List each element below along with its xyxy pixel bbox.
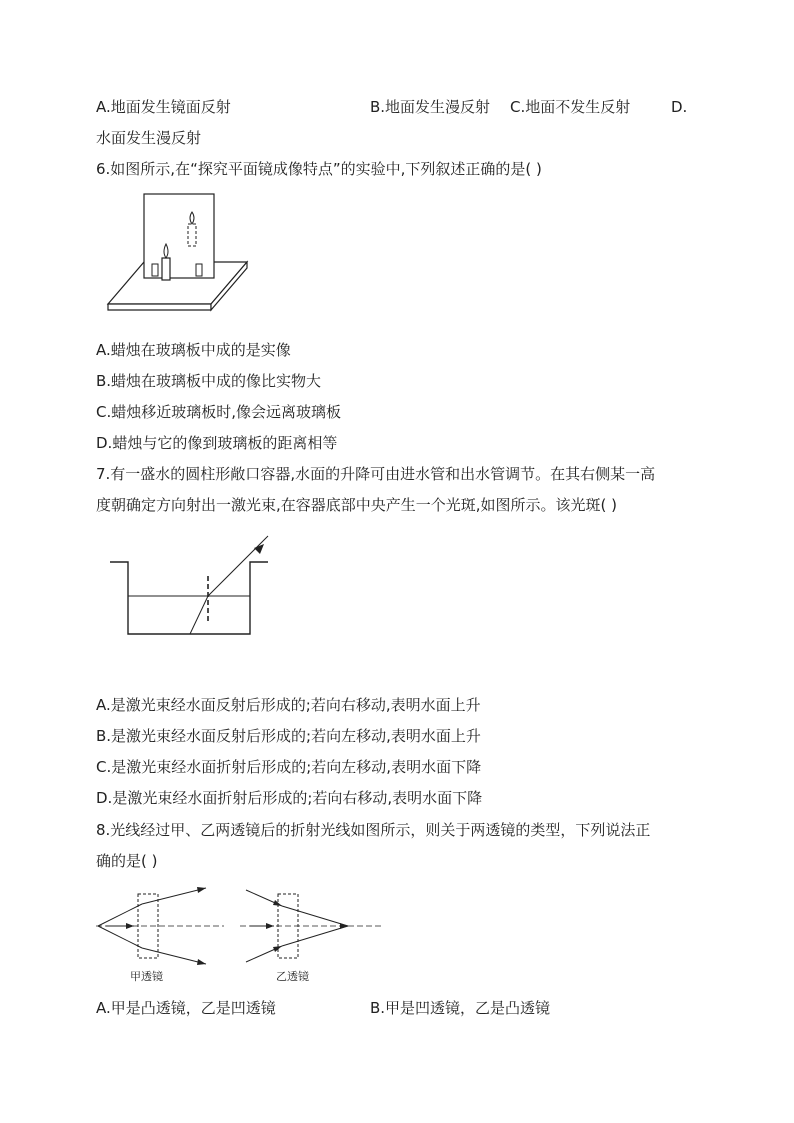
q7-option-a: A.是激光束经水面反射后形成的;若向右移动,表明水面上升 (96, 696, 481, 714)
q5-option-a: A.地面发生镜面反射 (96, 98, 231, 116)
lens-b-label: 乙透镜 (276, 970, 309, 983)
q6-option-d: D.蜡烛与它的像到玻璃板的距离相等 (96, 434, 338, 452)
q5-option-d-label: D. (671, 98, 688, 116)
q8-option-a: A.甲是凸透镜，乙是凹透镜 (96, 999, 276, 1017)
q6-option-a: A.蜡烛在玻璃板中成的是实像 (96, 341, 291, 359)
laser-container-figure (104, 530, 284, 645)
q7-option-c: C.是激光束经水面折射后形成的;若向左移动,表明水面下降 (96, 758, 482, 776)
q5-option-d-text: 水面发生漫反射 (96, 129, 202, 147)
mirror-experiment-figure (100, 188, 260, 318)
q6-option-c: C.蜡烛移近玻璃板时,像会远离玻璃板 (96, 403, 342, 421)
q8-stem-line2: 确的是( ) (96, 852, 158, 870)
lens-a-label: 甲透镜 (130, 970, 163, 983)
q8-option-b: B.甲是凹透镜，乙是凸透镜 (370, 999, 551, 1017)
q7-option-d: D.是激光束经水面折射后形成的;若向右移动,表明水面下降 (96, 789, 483, 807)
q8-stem-line1: 8.光线经过甲、乙两透镜后的折射光线如图所示，则关于两透镜的类型，下列说法正 (96, 821, 651, 839)
q7-stem-line1: 7.有一盛水的圆柱形敞口容器,水面的升降可由进水管和出水管调节。在其右侧某一高 (96, 465, 656, 483)
q5-option-b: B.地面发生漫反射 (370, 98, 491, 116)
q7-stem-line2: 度朝确定方向射出一激光束,在容器底部中央产生一个光斑,如图所示。该光斑( ) (96, 496, 618, 514)
q6-stem: 6.如图所示,在“探究平面镜成像特点”的实验中,下列叙述正确的是( ) (96, 160, 542, 178)
q5-option-c: C.地面不发生反射 (510, 98, 631, 116)
lens-figure (90, 880, 390, 990)
q6-option-b: B.蜡烛在玻璃板中成的像比实物大 (96, 372, 322, 390)
q7-option-b: B.是激光束经水面反射后形成的;若向左移动,表明水面上升 (96, 727, 481, 745)
